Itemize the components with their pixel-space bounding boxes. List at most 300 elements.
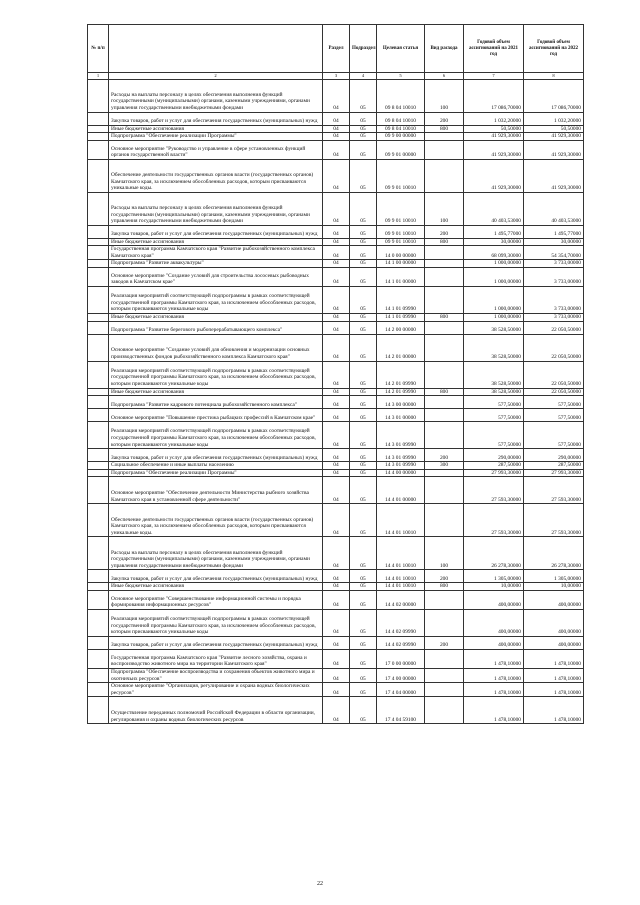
expense-type-cell: 100 — [425, 537, 464, 570]
table-row — [88, 287, 584, 314]
amount-2021-cell: 27 593,30000 — [464, 504, 524, 537]
expense-type-cell — [425, 610, 464, 637]
razdel-cell: 04 — [323, 650, 350, 669]
num-cell — [88, 388, 109, 396]
row-name: Подпрограмма "Обеспечение реализации Программы" — [109, 469, 323, 477]
num-cell — [88, 112, 109, 125]
razdel-cell: 04 — [323, 504, 350, 537]
amount-2022-cell: 41 929,30000 — [524, 133, 584, 141]
razdel-cell: 04 — [323, 246, 350, 260]
razdel-cell: 04 — [323, 192, 350, 225]
table-row — [88, 260, 584, 268]
amount-2022-cell: 290,00000 — [524, 449, 584, 462]
amount-2021-cell: 38 528,50000 — [464, 388, 524, 396]
expense-type-cell: 300 — [425, 462, 464, 470]
table-row — [88, 268, 584, 287]
table-row — [88, 504, 584, 537]
amount-2022-cell: 1 478,10000 — [524, 650, 584, 669]
page-number: 22 — [317, 881, 323, 887]
target-article-cell: 09 9 01 10010 — [377, 159, 425, 192]
target-article-cell: 14 2 00 00000 — [377, 321, 425, 334]
row-name: Закупка товаров, работ и услуг для обеспечения государственных (муниципальных) нужд — [109, 570, 323, 583]
amount-2021-cell: 290,00000 — [464, 449, 524, 462]
expense-type-cell — [425, 268, 464, 287]
amount-2022-cell: 3 733,00000 — [524, 287, 584, 314]
razdel-cell: 04 — [323, 537, 350, 570]
amount-2021-cell: 27 993,30000 — [464, 469, 524, 477]
budget-table — [87, 24, 584, 724]
amount-2021-cell: 1 000,00000 — [464, 268, 524, 287]
row-name: Подпрограмма "Обеспечение воспроизводства и сохранения объектов животного мира и охотничьих ресурсов" — [109, 669, 323, 683]
razdel-cell: 04 — [323, 669, 350, 683]
amount-2021-cell: 1 000,00000 — [464, 314, 524, 322]
row-name: Иные бюджетные ассигнования — [109, 125, 323, 133]
amount-2021-cell: 1 478,10000 — [464, 650, 524, 669]
razdel-cell: 04 — [323, 683, 350, 697]
expense-type-cell: 100 — [425, 79, 464, 112]
target-article-cell: 17 4 04 00000 — [377, 683, 425, 697]
target-article-cell: 14 4 02 00000 — [377, 591, 425, 610]
target-article-cell: 17 4 00 00000 — [377, 669, 425, 683]
expense-type-cell: 800 — [425, 238, 464, 246]
podrazdel-cell: 05 — [350, 537, 377, 570]
num-cell — [88, 396, 109, 409]
razdel-cell: 04 — [323, 238, 350, 246]
header-name — [109, 25, 323, 73]
expense-type-cell — [425, 159, 464, 192]
razdel-cell: 04 — [323, 583, 350, 591]
amount-2022-cell: 577,50000 — [524, 409, 584, 422]
target-article-cell: 14 4 02 09990 — [377, 610, 425, 637]
podrazdel-cell: 05 — [350, 697, 377, 724]
podrazdel-cell: 05 — [350, 570, 377, 583]
expense-type-cell: 800 — [425, 388, 464, 396]
podrazdel-cell: 05 — [350, 133, 377, 141]
razdel-cell: 04 — [323, 462, 350, 470]
target-article-cell: 17 0 00 00000 — [377, 650, 425, 669]
amount-2022-cell: 3 733,00000 — [524, 268, 584, 287]
amount-2022-cell: 3 733,00000 — [524, 260, 584, 268]
razdel-cell: 04 — [323, 321, 350, 334]
razdel-cell: 04 — [323, 422, 350, 449]
expense-type-cell — [425, 477, 464, 504]
target-article-cell: 14 3 01 00000 — [377, 409, 425, 422]
expense-type-cell — [425, 133, 464, 141]
target-article-cell: 17 4 04 59100 — [377, 697, 425, 724]
razdel-cell: 04 — [323, 477, 350, 504]
expense-type-cell: 800 — [425, 314, 464, 322]
podrazdel-cell: 05 — [350, 462, 377, 470]
expense-type-cell: 800 — [425, 583, 464, 591]
amount-2022-cell: 1 305,00000 — [524, 570, 584, 583]
razdel-cell: 04 — [323, 396, 350, 409]
target-article-cell: 14 3 00 00000 — [377, 396, 425, 409]
table-row — [88, 422, 584, 449]
table-row — [88, 140, 584, 159]
target-article-cell: 14 2 01 09990 — [377, 361, 425, 388]
target-article-cell: 14 4 02 09990 — [377, 637, 425, 650]
num-cell — [88, 650, 109, 669]
row-name: Реализация мероприятий соответствующей подпрограммы в рамках соответствующей государственной программы Камчатского края, за исключением обособленных расходов, которым присваиваются уникальные коды — [109, 610, 323, 637]
target-article-cell: 14 2 01 00000 — [377, 334, 425, 361]
target-article-cell: 14 4 01 10010 — [377, 504, 425, 537]
num-cell — [88, 268, 109, 287]
amount-2022-cell: 22 050,50000 — [524, 361, 584, 388]
razdel-cell: 04 — [323, 268, 350, 287]
target-article-cell: 09 8 04 10010 — [377, 125, 425, 133]
amount-2022-cell: 287,50000 — [524, 462, 584, 470]
column-number: 5 — [377, 73, 425, 80]
row-name: Основное мероприятие "Повышение престижа рыбацких профессий в Камчатском крае" — [109, 409, 323, 422]
table-row — [88, 225, 584, 238]
row-name: Иные бюджетные ассигнования — [109, 583, 323, 591]
expense-type-cell — [425, 469, 464, 477]
num-cell — [88, 583, 109, 591]
num-cell — [88, 462, 109, 470]
amount-2022-cell: 1 032,20000 — [524, 112, 584, 125]
row-name: Основное мероприятие "Организация, регулирование и охрана водных биологических ресурсов" — [109, 683, 323, 697]
amount-2022-cell: 3 733,00000 — [524, 314, 584, 322]
podrazdel-cell: 05 — [350, 159, 377, 192]
row-name: Государственная программа Камчатского края "Развитие рыбохозяйственного комплекса Камчатского края" — [109, 246, 323, 260]
podrazdel-cell: 05 — [350, 637, 377, 650]
podrazdel-cell: 05 — [350, 268, 377, 287]
expense-type-cell: 800 — [425, 125, 464, 133]
num-cell — [88, 79, 109, 112]
podrazdel-cell: 05 — [350, 225, 377, 238]
column-number: 2 — [109, 73, 323, 80]
podrazdel-cell: 05 — [350, 140, 377, 159]
table-row — [88, 79, 584, 112]
amount-2022-cell: 1 495,77000 — [524, 225, 584, 238]
row-name: Закупка товаров, работ и услуг для обеспечения государственных (муниципальных) нужд — [109, 112, 323, 125]
expense-type-cell — [425, 669, 464, 683]
amount-2021-cell: 27 593,30000 — [464, 477, 524, 504]
num-cell — [88, 361, 109, 388]
table-row — [88, 537, 584, 570]
amount-2021-cell: 38 528,50000 — [464, 321, 524, 334]
column-number: 8 — [524, 73, 584, 80]
expense-type-cell — [425, 504, 464, 537]
amount-2022-cell: 26 278,30000 — [524, 537, 584, 570]
expense-type-cell — [425, 334, 464, 361]
row-name: Подпрограмма "Развитие берегового рыбоперерабатывающего комплекса" — [109, 321, 323, 334]
num-cell — [88, 591, 109, 610]
podrazdel-cell: 05 — [350, 469, 377, 477]
table-row — [88, 125, 584, 133]
row-name: Реализация мероприятий соответствующей подпрограммы в рамках соответствующей государственной программы Камчатского края, за исключением обособленных расходов, которым присваиваются уникальные коды — [109, 287, 323, 314]
num-cell — [88, 637, 109, 650]
amount-2022-cell: 1 478,10000 — [524, 697, 584, 724]
row-name: Осуществление переданных полномочий Российской Федерации в области организации, регулирования и охраны водных биологических ресурсов — [109, 697, 323, 724]
num-cell — [88, 683, 109, 697]
amount-2021-cell: 400,00000 — [464, 610, 524, 637]
amount-2022-cell: 27 593,30000 — [524, 504, 584, 537]
row-name: Иные бюджетные ассигнования — [109, 314, 323, 322]
expense-type-cell: 200 — [425, 449, 464, 462]
target-article-cell: 14 3 01 09990 — [377, 449, 425, 462]
column-number: 7 — [464, 73, 524, 80]
table-row — [88, 246, 584, 260]
table-row — [88, 570, 584, 583]
podrazdel-cell: 05 — [350, 112, 377, 125]
amount-2022-cell: 22 050,50000 — [524, 321, 584, 334]
amount-2021-cell: 1 305,00000 — [464, 570, 524, 583]
amount-2022-cell: 577,50000 — [524, 422, 584, 449]
row-name: Реализация мероприятий соответствующей подпрограммы в рамках соответствующей государственной программы Камчатского края, за исключением обособленных расходов, которым присваиваются уникальные коды — [109, 361, 323, 388]
razdel-cell: 04 — [323, 409, 350, 422]
row-name: Подпрограмма "Обеспечение реализации Программы" — [109, 133, 323, 141]
column-number: 1 — [88, 73, 109, 80]
table-row — [88, 159, 584, 192]
num-cell — [88, 409, 109, 422]
podrazdel-cell: 05 — [350, 246, 377, 260]
expense-type-cell: 100 — [425, 192, 464, 225]
row-name: Основное мероприятие "Создание условий для строительства лососевых рыбоводных заводов в Камчатском крае" — [109, 268, 323, 287]
table-row — [88, 683, 584, 697]
expense-type-cell — [425, 422, 464, 449]
row-name: Подпрограмма "Развитие аквакультуры" — [109, 260, 323, 268]
table-row — [88, 396, 584, 409]
target-article-cell: 14 2 01 09990 — [377, 388, 425, 396]
podrazdel-cell: 05 — [350, 396, 377, 409]
header-target-article: Целевая статья — [377, 25, 425, 73]
table-row — [88, 238, 584, 246]
row-name: Основное мероприятие "Руководство и управление в сфере установленных функций органов государственной власти" — [109, 140, 323, 159]
table-row — [88, 650, 584, 669]
amount-2021-cell: 400,00000 — [464, 637, 524, 650]
podrazdel-cell: 05 — [350, 583, 377, 591]
expense-type-cell — [425, 650, 464, 669]
amount-2022-cell: 10,00000 — [524, 583, 584, 591]
amount-2021-cell: 17 086,70000 — [464, 79, 524, 112]
razdel-cell: 04 — [323, 159, 350, 192]
podrazdel-cell: 05 — [350, 477, 377, 504]
num-cell — [88, 225, 109, 238]
table-row — [88, 361, 584, 388]
amount-2021-cell: 1 495,77000 — [464, 225, 524, 238]
amount-2022-cell: 50,50000 — [524, 125, 584, 133]
num-cell — [88, 504, 109, 537]
razdel-cell: 04 — [323, 260, 350, 268]
target-article-cell: 14 1 00 00000 — [377, 260, 425, 268]
header-amount-2021: Годовой объем ассигнований на 2021 год — [464, 25, 524, 73]
table-row — [88, 112, 584, 125]
table-row — [88, 334, 584, 361]
target-article-cell: 14 1 01 09990 — [377, 287, 425, 314]
table-row — [88, 314, 584, 322]
amount-2021-cell: 41 929,30000 — [464, 133, 524, 141]
target-article-cell: 14 4 01 10010 — [377, 570, 425, 583]
table-row — [88, 469, 584, 477]
razdel-cell: 04 — [323, 125, 350, 133]
table-header-row — [88, 25, 584, 73]
amount-2022-cell: 400,00000 — [524, 637, 584, 650]
amount-2022-cell: 22 050,50000 — [524, 334, 584, 361]
podrazdel-cell: 05 — [350, 361, 377, 388]
expense-type-cell — [425, 246, 464, 260]
razdel-cell: 04 — [323, 225, 350, 238]
amount-2022-cell: 22 050,50000 — [524, 388, 584, 396]
row-name: Закупка товаров, работ и услуг для обеспечения государственных (муниципальных) нужд — [109, 637, 323, 650]
amount-2021-cell: 50,50000 — [464, 125, 524, 133]
podrazdel-cell: 05 — [350, 449, 377, 462]
amount-2021-cell: 287,50000 — [464, 462, 524, 470]
target-article-cell: 14 1 01 00000 — [377, 268, 425, 287]
amount-2021-cell: 1 478,10000 — [464, 683, 524, 697]
target-article-cell: 14 3 01 09990 — [377, 462, 425, 470]
expense-type-cell — [425, 697, 464, 724]
razdel-cell: 04 — [323, 334, 350, 361]
razdel-cell: 04 — [323, 79, 350, 112]
table-row — [88, 462, 584, 470]
table-row — [88, 449, 584, 462]
num-cell — [88, 669, 109, 683]
amount-2021-cell: 38 528,50000 — [464, 361, 524, 388]
table-row — [88, 697, 584, 724]
amount-2021-cell: 1 000,00000 — [464, 287, 524, 314]
row-name: Основное мероприятие "Совершенствование информационной системы и порядка формирования информационных ресурсов" — [109, 591, 323, 610]
row-name: Основное мероприятие "Обеспечение деятельности Министерства рыбного хозяйства Камчатского края в установленной сфере деятельности" — [109, 477, 323, 504]
table-row — [88, 321, 584, 334]
amount-2022-cell: 400,00000 — [524, 610, 584, 637]
amount-2022-cell: 27 993,30000 — [524, 469, 584, 477]
table-row — [88, 610, 584, 637]
table-row — [88, 133, 584, 141]
amount-2021-cell: 26 278,30000 — [464, 537, 524, 570]
amount-2022-cell: 30,00000 — [524, 238, 584, 246]
row-name: Расходы на выплаты персоналу в целях обеспечения выполнения функций государственными (муниципальными) органами, казенными учреждениями, органами управления государственными внебюджетными фондами — [109, 192, 323, 225]
amount-2022-cell: 27 593,30000 — [524, 477, 584, 504]
num-cell — [88, 238, 109, 246]
target-article-cell: 09 9 01 10010 — [377, 225, 425, 238]
amount-2022-cell: 1 478,10000 — [524, 683, 584, 697]
row-name: Государственная программа Камчатского края "Развитие лесного хозяйства, охрана и воспроизводство животного мира на территории Камчатского края" — [109, 650, 323, 669]
amount-2022-cell: 40 403,53000 — [524, 192, 584, 225]
table-row — [88, 669, 584, 683]
target-article-cell: 14 4 01 00000 — [377, 477, 425, 504]
podrazdel-cell: 05 — [350, 125, 377, 133]
table-row — [88, 477, 584, 504]
row-name: Расходы на выплаты персоналу в целях обеспечения выполнения функций государственными (муниципальными) органами, казенными учреждениями, органами управления государственными внебюджетными фондами — [109, 79, 323, 112]
podrazdel-cell: 05 — [350, 650, 377, 669]
num-cell — [88, 477, 109, 504]
expense-type-cell: 200 — [425, 112, 464, 125]
podrazdel-cell: 05 — [350, 683, 377, 697]
razdel-cell: 04 — [323, 287, 350, 314]
expense-type-cell — [425, 287, 464, 314]
expense-type-cell — [425, 361, 464, 388]
target-article-cell: 09 8 04 10010 — [377, 79, 425, 112]
num-cell — [88, 449, 109, 462]
header-amount-2022: Годовой объем ассигнований на 2022 год — [524, 25, 584, 73]
row-name: Иные бюджетные ассигнования — [109, 238, 323, 246]
podrazdel-cell: 05 — [350, 409, 377, 422]
table-row — [88, 637, 584, 650]
num-cell — [88, 334, 109, 361]
podrazdel-cell: 05 — [350, 314, 377, 322]
num-cell — [88, 469, 109, 477]
amount-2021-cell: 1 478,10000 — [464, 669, 524, 683]
table-row — [88, 192, 584, 225]
podrazdel-cell: 05 — [350, 334, 377, 361]
razdel-cell: 04 — [323, 591, 350, 610]
header-expense-type: Вид расхода — [425, 25, 464, 73]
amount-2022-cell: 577,50000 — [524, 396, 584, 409]
target-article-cell: 09 9 00 00000 — [377, 133, 425, 141]
expense-type-cell — [425, 321, 464, 334]
num-cell — [88, 246, 109, 260]
amount-2021-cell: 1 032,20000 — [464, 112, 524, 125]
num-cell — [88, 133, 109, 141]
razdel-cell: 04 — [323, 314, 350, 322]
podrazdel-cell: 05 — [350, 321, 377, 334]
column-number: 3 — [323, 73, 350, 80]
expense-type-cell — [425, 683, 464, 697]
expense-type-cell — [425, 591, 464, 610]
amount-2021-cell: 1 478,10000 — [464, 697, 524, 724]
podrazdel-cell: 05 — [350, 610, 377, 637]
num-cell — [88, 321, 109, 334]
expense-type-cell — [425, 396, 464, 409]
razdel-cell: 04 — [323, 637, 350, 650]
header-num: № п/п — [88, 25, 109, 73]
expense-type-cell: 200 — [425, 570, 464, 583]
table-body — [88, 79, 584, 724]
num-cell — [88, 422, 109, 449]
target-article-cell: 09 9 01 10010 — [377, 192, 425, 225]
expense-type-cell — [425, 409, 464, 422]
column-number: 4 — [350, 73, 377, 80]
amount-2022-cell: 41 929,30000 — [524, 140, 584, 159]
num-cell — [88, 570, 109, 583]
amount-2021-cell: 577,50000 — [464, 396, 524, 409]
row-name: Реализация мероприятий соответствующей подпрограммы в рамках соответствующей государственной программы Камчатского края, за исключением обособленных расходов, которым присваиваются уникальные коды — [109, 422, 323, 449]
num-cell — [88, 610, 109, 637]
razdel-cell: 04 — [323, 140, 350, 159]
num-cell — [88, 125, 109, 133]
target-article-cell: 14 1 01 09990 — [377, 314, 425, 322]
target-article-cell: 14 4 01 10010 — [377, 537, 425, 570]
header-razdel: Раздел — [323, 25, 350, 73]
table-row — [88, 409, 584, 422]
num-cell — [88, 140, 109, 159]
row-name: Социальное обеспечение и иные выплаты населению — [109, 462, 323, 470]
table-row — [88, 583, 584, 591]
amount-2022-cell: 54 354,70000 — [524, 246, 584, 260]
expense-type-cell: 200 — [425, 637, 464, 650]
podrazdel-cell: 05 — [350, 591, 377, 610]
razdel-cell: 04 — [323, 388, 350, 396]
razdel-cell: 04 — [323, 570, 350, 583]
row-name: Расходы на выплаты персоналу в целях обеспечения выполнения функций государственными (муниципальными) органами, казенными учреждениями, органами управления государственными внебюджетными фондами — [109, 537, 323, 570]
expense-type-cell — [425, 140, 464, 159]
target-article-cell: 14 0 00 00000 — [377, 246, 425, 260]
expense-type-cell — [425, 260, 464, 268]
amount-2021-cell: 41 929,30000 — [464, 159, 524, 192]
razdel-cell: 04 — [323, 469, 350, 477]
amount-2021-cell: 68 099,30000 — [464, 246, 524, 260]
num-cell — [88, 287, 109, 314]
table-row — [88, 388, 584, 396]
num-cell — [88, 192, 109, 225]
razdel-cell: 04 — [323, 361, 350, 388]
target-article-cell: 09 9 01 10010 — [377, 238, 425, 246]
num-cell — [88, 260, 109, 268]
row-name: Подпрограмма "Развитие кадрового потенциала рыбохозяйственного комплекса" — [109, 396, 323, 409]
row-name: Обеспечение деятельности государственных органов власти (государственных органов) Камчатского края, за исключением обособленных расходов, которым присваиваются уникальные коды. — [109, 159, 323, 192]
razdel-cell: 04 — [323, 697, 350, 724]
